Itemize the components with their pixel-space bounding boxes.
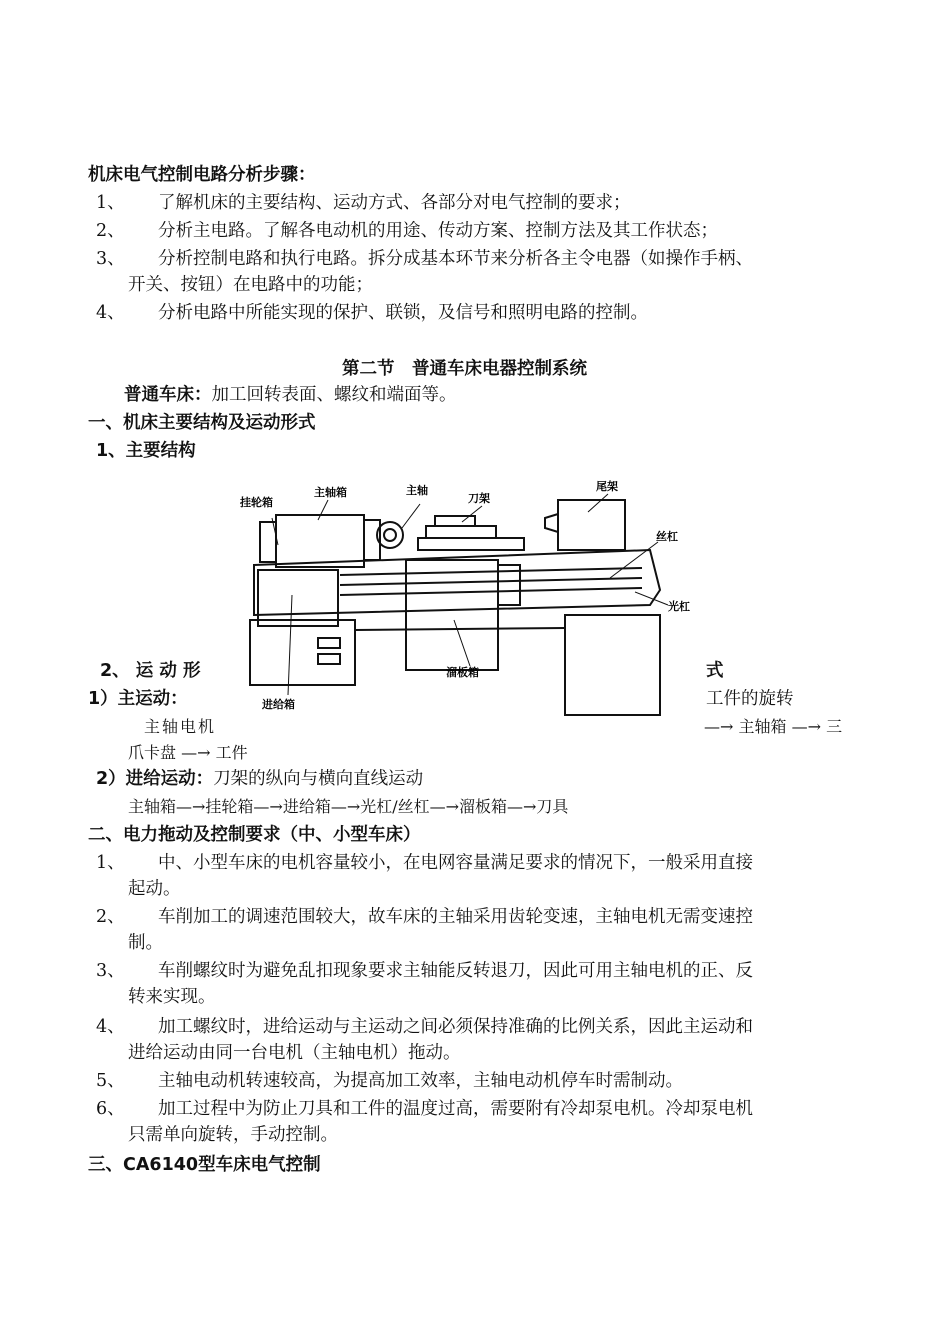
steps-heading: 机床电气控制电路分析步骤：	[88, 165, 316, 185]
label-guanggang: 光杠	[668, 600, 690, 613]
step-3	[96, 246, 753, 272]
label-zhuzhou: 主轴	[406, 484, 428, 497]
req-text: 加工螺纹时，进给运动与主运动之间必须保持准确的比例关系，因此主运动和	[158, 1017, 753, 1037]
req-num: 2、	[96, 907, 125, 927]
req-3-cont: 转来实现。	[128, 987, 216, 1007]
step-1	[96, 190, 631, 216]
req-text: 中、小型车床的电机容量较小，在电网容量满足要求的情况下，一般采用直接	[158, 853, 753, 873]
step-text: 分析主电路。了解各电动机的用途、传动方案、控制方法及其工作状态；	[158, 221, 718, 241]
label-daojia: 刀架	[468, 492, 490, 505]
step-num: 4、	[96, 303, 125, 323]
lathe-def-label: 普通车床：	[124, 385, 212, 405]
step-num: 3、	[96, 249, 125, 269]
label-gualunxiang: 挂轮箱	[240, 496, 273, 509]
heading-drive-requirements: 二、电力拖动及控制要求（中、小型车床）	[88, 825, 421, 845]
lathe-def-text: 加工回转表面、螺纹和端面等。	[211, 385, 457, 405]
chain-a-right: —→ 主轴箱 —→ 三	[704, 717, 843, 736]
req-1-cont: 起动。	[128, 879, 181, 899]
step-4	[96, 300, 648, 326]
feed-motion-label: 2）进给运动：	[96, 769, 214, 789]
req-num: 5、	[96, 1071, 125, 1091]
req-num: 3、	[96, 961, 125, 981]
chain-a-left: 主轴电机	[144, 717, 217, 736]
req-text: 主轴电动机转速较高，为提高加工效率，主轴电动机停车时需制动。	[158, 1071, 683, 1091]
label-jingeixiang: 进给箱	[262, 698, 295, 711]
req-num: 6、	[96, 1099, 125, 1119]
step-2	[96, 218, 718, 244]
motion-heading-right: 式	[706, 661, 724, 681]
headstock-shape	[276, 515, 364, 567]
subheading-main-structure: 1、主要结构	[96, 441, 196, 461]
label-sigang: 丝杠	[656, 530, 678, 543]
step-num: 1、	[96, 193, 125, 213]
req-6	[96, 1096, 753, 1122]
req-4-cont: 进给运动由同一台电机（主轴电机）拖动。	[128, 1043, 461, 1063]
req-6-cont: 只需单向旋转，手动控制。	[128, 1125, 338, 1145]
chain-b: 爪卡盘 —→ 工件	[128, 743, 248, 762]
lathe-definition	[124, 382, 457, 408]
req-num: 4、	[96, 1017, 125, 1037]
req-2	[96, 904, 753, 930]
req-4	[96, 1014, 753, 1040]
motion-heading-left: 2、 运 动 形	[100, 661, 201, 681]
section-title: 第二节 普通车床电器控制系统	[342, 359, 587, 379]
req-1	[96, 850, 753, 876]
label-liubanxiang: 溜板箱	[446, 666, 479, 679]
step-num: 2、	[96, 221, 125, 241]
heading-ca6140: 三、CA6140型车床电气控制	[88, 1155, 321, 1175]
step-text: 分析控制电路和执行电路。拆分成基本环节来分析各主令电器（如操作手柄、	[158, 249, 753, 269]
req-num: 1、	[96, 853, 125, 873]
req-3	[96, 958, 753, 984]
step-text: 分析电路中所能实现的保护、联锁，及信号和照明电路的控制。	[158, 303, 648, 323]
heading-structure-motion: 一、机床主要结构及运动形式	[88, 413, 316, 433]
feed-motion	[96, 766, 423, 792]
req-text: 加工过程中为防止刀具和工件的温度过高，需要附有冷却泵电机。冷却泵电机	[158, 1099, 753, 1119]
req-2-cont: 制。	[128, 933, 163, 953]
lathe-structure-figure	[230, 470, 700, 740]
label-weijia: 尾架	[596, 480, 618, 493]
req-5	[96, 1068, 683, 1094]
req-text: 车削螺纹时为避免乱扣现象要求主轴能反转退刀，因此可用主轴电机的正、反	[158, 961, 753, 981]
feed-motion-text: 刀架的纵向与横向直线运动	[213, 769, 424, 789]
feed-chain: 主轴箱—→挂轮箱—→进给箱—→光杠/丝杠—→溜板箱—→刀具	[128, 797, 569, 816]
step-3-cont: 开关、按钮）在电路中的功能；	[128, 275, 373, 295]
main-motion-text: 工件的旋转	[706, 689, 794, 709]
req-text: 车削加工的调速范围较大，故车床的主轴采用齿轮变速，主轴电机无需变速控	[158, 907, 753, 927]
main-motion-label: 1）主运动：	[88, 689, 188, 709]
label-zhuzhouxiang: 主轴箱	[314, 486, 347, 499]
step-text: 了解机床的主要结构、运动方式、各部分对电气控制的要求；	[158, 193, 631, 213]
